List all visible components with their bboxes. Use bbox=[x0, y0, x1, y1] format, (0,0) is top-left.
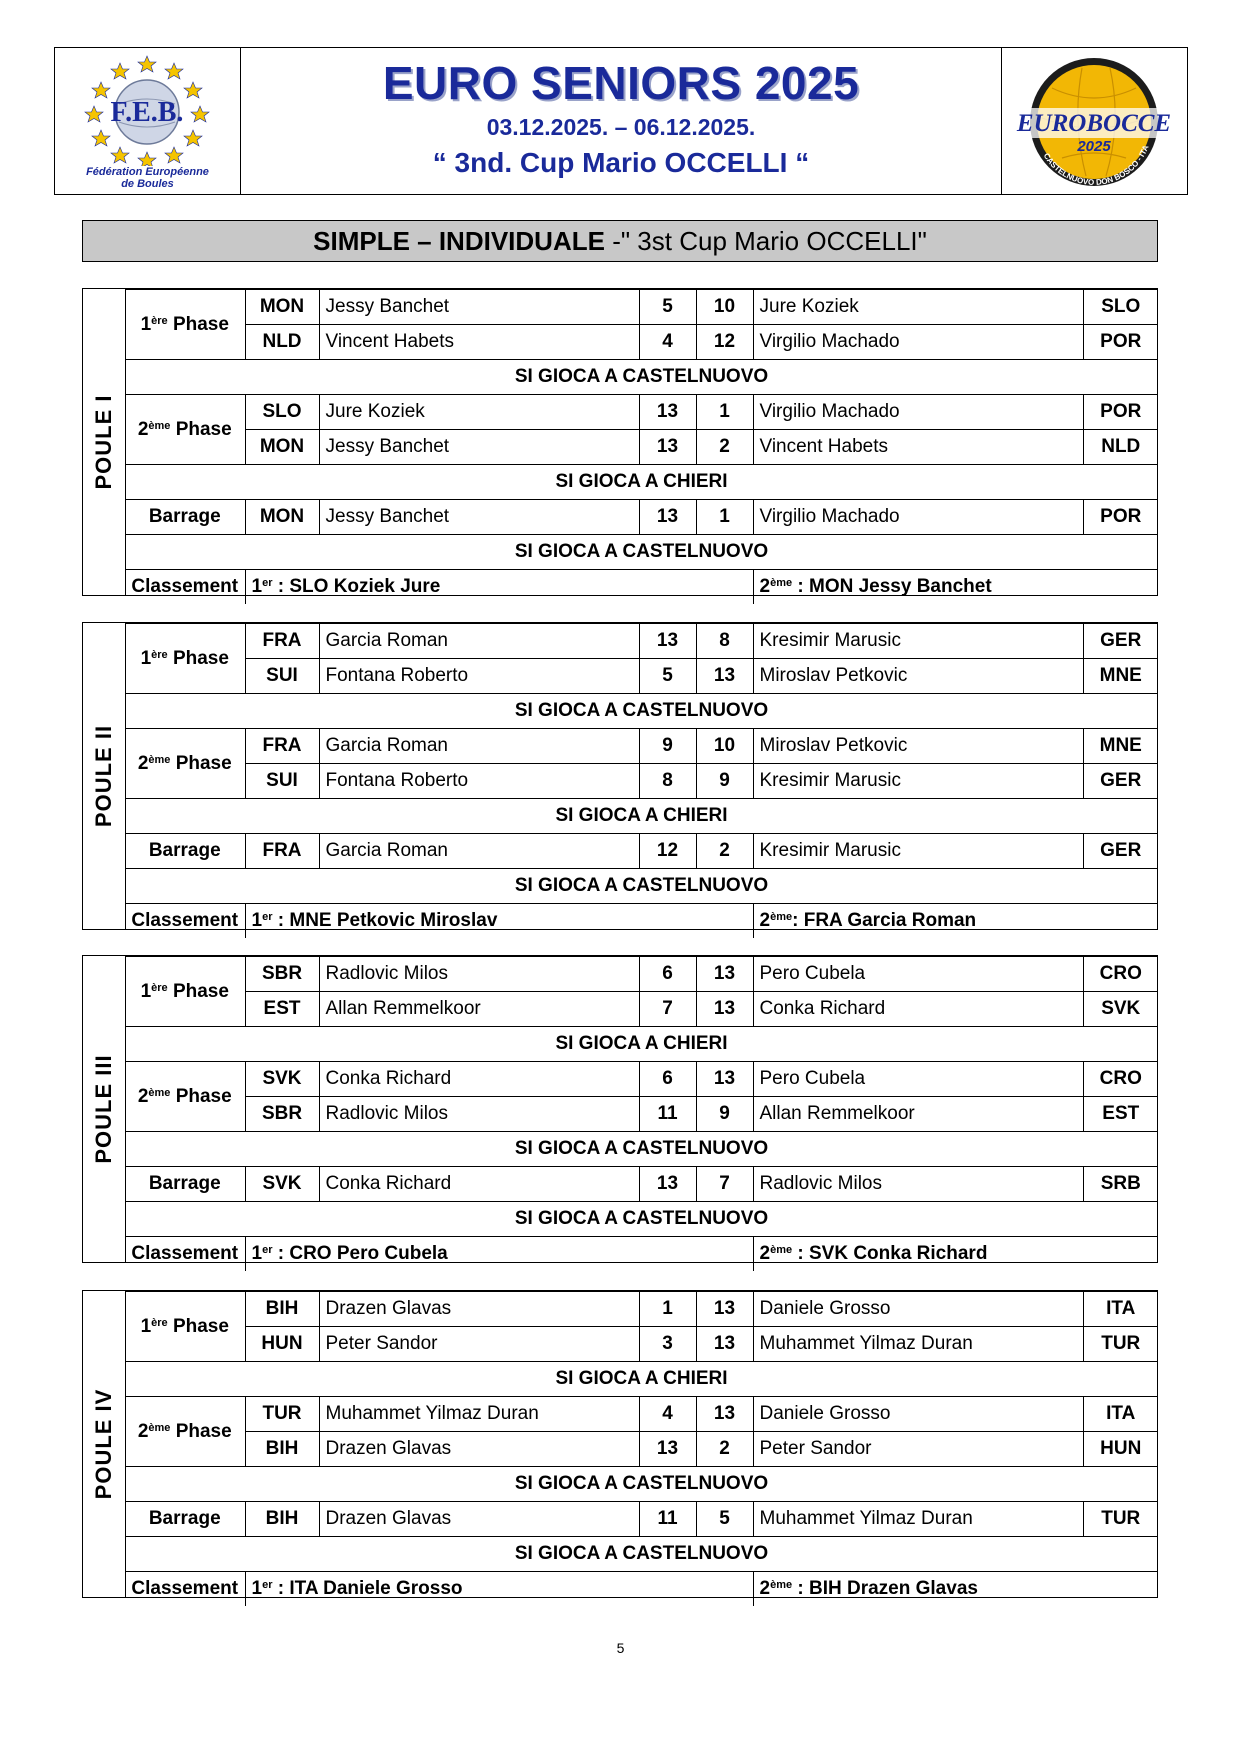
feb-star-ring-icon bbox=[55, 48, 240, 166]
classement-label: Classement bbox=[125, 1237, 245, 1272]
poule-results-table bbox=[125, 1291, 1158, 1606]
score-left: 13 bbox=[639, 395, 696, 430]
section-title-rest: -" 3st Cup Mario OCCELLI" bbox=[604, 226, 927, 256]
classement-label: Classement bbox=[125, 904, 245, 939]
country-code-left: TUR bbox=[245, 1397, 319, 1432]
score-right: 13 bbox=[696, 659, 753, 694]
country-code-left: FRA bbox=[245, 624, 319, 659]
venue-label: SI GIOCA A CASTELNUOVO bbox=[125, 1132, 1158, 1167]
venue-label: SI GIOCA A CHIERI bbox=[125, 1362, 1158, 1397]
section-title-main: SIMPLE – INDIVIDUALE bbox=[313, 226, 605, 256]
score-left: 13 bbox=[639, 430, 696, 465]
country-code-left: SLO bbox=[245, 395, 319, 430]
country-code-left: FRA bbox=[245, 834, 319, 869]
phase-label: 1ère Phase bbox=[125, 1292, 245, 1362]
score-left: 1 bbox=[639, 1292, 696, 1327]
score-left: 11 bbox=[639, 1502, 696, 1537]
player-name-right: Miroslav Petkovic bbox=[753, 659, 1083, 694]
country-code-right: SRB bbox=[1083, 1167, 1158, 1202]
player-name-right: Miroslav Petkovic bbox=[753, 729, 1083, 764]
player-name-right: Kresimir Marusic bbox=[753, 834, 1083, 869]
country-code-left: SUI bbox=[245, 764, 319, 799]
phase-label: Barrage bbox=[125, 1167, 245, 1202]
svg-text:F.E.B.: F.E.B. bbox=[110, 97, 184, 128]
score-left: 5 bbox=[639, 659, 696, 694]
classement-second: 2ème: FRA Garcia Roman bbox=[753, 904, 1158, 939]
score-right: 13 bbox=[696, 1292, 753, 1327]
poule-label-text: POULE I bbox=[91, 394, 116, 490]
player-name-left: Jessy Banchet bbox=[319, 290, 639, 325]
player-name-right: Pero Cubela bbox=[753, 1062, 1083, 1097]
classement-label: Classement bbox=[125, 1572, 245, 1607]
score-left: 11 bbox=[639, 1097, 696, 1132]
feb-caption bbox=[55, 166, 240, 190]
poule-label-text: POULE IV bbox=[91, 1388, 116, 1500]
venue-label: SI GIOCA A CASTELNUOVO bbox=[125, 1537, 1158, 1572]
poule-block bbox=[82, 1290, 1158, 1598]
event-subtitle: “ 3nd. Cup Mario OCCELLI “ bbox=[432, 147, 810, 178]
venue-label: SI GIOCA A CASTELNUOVO bbox=[125, 360, 1158, 395]
player-name-left: Fontana Roberto bbox=[319, 659, 639, 694]
event-dates: 03.12.2025. – 06.12.2025. bbox=[486, 114, 756, 140]
country-code-right: HUN bbox=[1083, 1432, 1158, 1467]
venue-row bbox=[125, 360, 1158, 395]
score-right: 1 bbox=[696, 395, 753, 430]
phase-label: 2ème Phase bbox=[125, 1062, 245, 1132]
country-code-right: MNE bbox=[1083, 729, 1158, 764]
country-code-left: BIH bbox=[245, 1432, 319, 1467]
country-code-left: SVK bbox=[245, 1062, 319, 1097]
score-right: 12 bbox=[696, 325, 753, 360]
match-row bbox=[125, 1502, 1158, 1537]
match-row bbox=[125, 624, 1158, 659]
country-code-right: SVK bbox=[1083, 992, 1158, 1027]
venue-row bbox=[125, 1537, 1158, 1572]
player-name-right: Allan Remmelkoor bbox=[753, 1097, 1083, 1132]
phase-label: Barrage bbox=[125, 500, 245, 535]
player-name-right: Kresimir Marusic bbox=[753, 624, 1083, 659]
player-name-left: Jessy Banchet bbox=[319, 430, 639, 465]
score-left: 5 bbox=[639, 290, 696, 325]
player-name-left: Jure Koziek bbox=[319, 395, 639, 430]
country-code-left: NLD bbox=[245, 325, 319, 360]
score-left: 9 bbox=[639, 729, 696, 764]
classement-label: Classement bbox=[125, 570, 245, 605]
section-title bbox=[82, 220, 1158, 262]
player-name-left: Peter Sandor bbox=[319, 1327, 639, 1362]
player-name-right: Daniele Grosso bbox=[753, 1292, 1083, 1327]
venue-row bbox=[125, 1202, 1158, 1237]
phase-label: Barrage bbox=[125, 834, 245, 869]
venue-row bbox=[125, 799, 1158, 834]
player-name-right: Conka Richard bbox=[753, 992, 1083, 1027]
country-code-right: CRO bbox=[1083, 957, 1158, 992]
poule-label bbox=[83, 623, 126, 929]
country-code-right: GER bbox=[1083, 834, 1158, 869]
match-row bbox=[125, 992, 1158, 1027]
match-row bbox=[125, 325, 1158, 360]
venue-row bbox=[125, 869, 1158, 904]
venue-label: SI GIOCA A CASTELNUOVO bbox=[125, 869, 1158, 904]
score-left: 8 bbox=[639, 764, 696, 799]
poule-results-table bbox=[125, 956, 1158, 1271]
player-name-right: Pero Cubela bbox=[753, 957, 1083, 992]
score-left: 13 bbox=[639, 1432, 696, 1467]
classement-second: 2ème : BIH Drazen Glavas bbox=[753, 1572, 1158, 1607]
phase-label: 1ère Phase bbox=[125, 290, 245, 360]
score-left: 4 bbox=[639, 325, 696, 360]
player-name-left: Radlovic Milos bbox=[319, 957, 639, 992]
score-right: 8 bbox=[696, 624, 753, 659]
country-code-left: MON bbox=[245, 430, 319, 465]
player-name-left: Drazen Glavas bbox=[319, 1292, 639, 1327]
player-name-left: Drazen Glavas bbox=[319, 1432, 639, 1467]
player-name-right: Radlovic Milos bbox=[753, 1167, 1083, 1202]
score-left: 7 bbox=[639, 992, 696, 1027]
classement-first: 1er : MNE Petkovic Miroslav bbox=[245, 904, 753, 939]
score-left: 12 bbox=[639, 834, 696, 869]
match-row bbox=[125, 957, 1158, 992]
classement-second: 2ème : MON Jessy Banchet bbox=[753, 570, 1158, 605]
phase-label: 2ème Phase bbox=[125, 395, 245, 465]
poule-block bbox=[82, 288, 1158, 596]
country-code-right: ITA bbox=[1083, 1397, 1158, 1432]
player-name-right: Peter Sandor bbox=[753, 1432, 1083, 1467]
player-name-left: Jessy Banchet bbox=[319, 500, 639, 535]
poule-label bbox=[83, 289, 126, 595]
player-name-left: Muhammet Yilmaz Duran bbox=[319, 1397, 639, 1432]
player-name-left: Allan Remmelkoor bbox=[319, 992, 639, 1027]
match-row bbox=[125, 1167, 1158, 1202]
venue-row bbox=[125, 1132, 1158, 1167]
country-code-left: SUI bbox=[245, 659, 319, 694]
match-row bbox=[125, 1432, 1158, 1467]
venue-row bbox=[125, 1467, 1158, 1502]
match-row bbox=[125, 430, 1158, 465]
country-code-right: GER bbox=[1083, 624, 1158, 659]
country-code-left: FRA bbox=[245, 729, 319, 764]
classement-first: 1er : CRO Pero Cubela bbox=[245, 1237, 753, 1272]
player-name-left: Garcia Roman bbox=[319, 729, 639, 764]
score-right: 13 bbox=[696, 1062, 753, 1097]
player-name-left: Drazen Glavas bbox=[319, 1502, 639, 1537]
page-title: EURO SENIORS 2025 bbox=[382, 57, 860, 109]
country-code-right: CRO bbox=[1083, 1062, 1158, 1097]
country-code-right: NLD bbox=[1083, 430, 1158, 465]
score-right: 1 bbox=[696, 500, 753, 535]
country-code-left: BIH bbox=[245, 1502, 319, 1537]
country-code-right: MNE bbox=[1083, 659, 1158, 694]
country-code-left: BIH bbox=[245, 1292, 319, 1327]
match-row bbox=[125, 500, 1158, 535]
country-code-right: EST bbox=[1083, 1097, 1158, 1132]
venue-label: SI GIOCA A CASTELNUOVO bbox=[125, 1202, 1158, 1237]
country-code-left: EST bbox=[245, 992, 319, 1027]
country-code-left: SBR bbox=[245, 1097, 319, 1132]
eurobocce-logo bbox=[1001, 48, 1187, 194]
match-row bbox=[125, 1062, 1158, 1097]
country-code-right: TUR bbox=[1083, 1502, 1158, 1537]
score-left: 4 bbox=[639, 1397, 696, 1432]
score-right: 10 bbox=[696, 290, 753, 325]
classement-first: 1er : SLO Koziek Jure bbox=[245, 570, 753, 605]
match-row bbox=[125, 834, 1158, 869]
poule-label-text: POULE III bbox=[91, 1054, 116, 1164]
score-left: 6 bbox=[639, 1062, 696, 1097]
score-right: 13 bbox=[696, 1327, 753, 1362]
player-name-left: Conka Richard bbox=[319, 1167, 639, 1202]
player-name-left: Garcia Roman bbox=[319, 834, 639, 869]
country-code-right: ITA bbox=[1083, 1292, 1158, 1327]
classement-row bbox=[125, 1237, 1158, 1272]
poule-results-table bbox=[125, 623, 1158, 938]
score-left: 3 bbox=[639, 1327, 696, 1362]
classement-row bbox=[125, 904, 1158, 939]
player-name-right: Muhammet Yilmaz Duran bbox=[753, 1502, 1083, 1537]
player-name-right: Muhammet Yilmaz Duran bbox=[753, 1327, 1083, 1362]
player-name-right: Daniele Grosso bbox=[753, 1397, 1083, 1432]
country-code-left: MON bbox=[245, 290, 319, 325]
feb-logo bbox=[55, 48, 241, 194]
match-row bbox=[125, 290, 1158, 325]
feb-caption-line1: Fédération Européenne bbox=[86, 166, 209, 178]
poule-results-table bbox=[125, 289, 1158, 604]
classement-second: 2ème : SVK Conka Richard bbox=[753, 1237, 1158, 1272]
score-right: 13 bbox=[696, 1397, 753, 1432]
score-right: 13 bbox=[696, 957, 753, 992]
player-name-left: Garcia Roman bbox=[319, 624, 639, 659]
match-row bbox=[125, 1327, 1158, 1362]
score-right: 9 bbox=[696, 1097, 753, 1132]
venue-row bbox=[125, 535, 1158, 570]
poule-label bbox=[83, 956, 126, 1262]
header-title-block bbox=[241, 48, 1001, 194]
player-name-right: Virgilio Machado bbox=[753, 325, 1083, 360]
score-left: 13 bbox=[639, 500, 696, 535]
score-right: 10 bbox=[696, 729, 753, 764]
player-name-left: Vincent Habets bbox=[319, 325, 639, 360]
venue-row bbox=[125, 694, 1158, 729]
score-right: 5 bbox=[696, 1502, 753, 1537]
match-row bbox=[125, 764, 1158, 799]
poule-label-text: POULE II bbox=[91, 724, 116, 828]
venue-label: SI GIOCA A CHIERI bbox=[125, 799, 1158, 834]
svg-text:EUROBOCCE: EUROBOCCE bbox=[1016, 110, 1172, 137]
player-name-left: Radlovic Milos bbox=[319, 1097, 639, 1132]
player-name-left: Conka Richard bbox=[319, 1062, 639, 1097]
venue-row bbox=[125, 465, 1158, 500]
score-left: 13 bbox=[639, 1167, 696, 1202]
country-code-right: GER bbox=[1083, 764, 1158, 799]
score-left: 13 bbox=[639, 624, 696, 659]
player-name-right: Virgilio Machado bbox=[753, 500, 1083, 535]
score-right: 2 bbox=[696, 834, 753, 869]
venue-row bbox=[125, 1362, 1158, 1397]
classement-row bbox=[125, 1572, 1158, 1607]
eurobocce-ball-icon bbox=[1002, 48, 1187, 194]
venue-label: SI GIOCA A CASTELNUOVO bbox=[125, 694, 1158, 729]
match-row bbox=[125, 395, 1158, 430]
country-code-left: SBR bbox=[245, 957, 319, 992]
score-right: 2 bbox=[696, 430, 753, 465]
phase-label: 2ème Phase bbox=[125, 729, 245, 799]
match-row bbox=[125, 729, 1158, 764]
score-left: 6 bbox=[639, 957, 696, 992]
poule-label bbox=[83, 1291, 126, 1597]
svg-text:2025: 2025 bbox=[1077, 138, 1111, 155]
venue-row bbox=[125, 1027, 1158, 1062]
classement-first: 1er : ITA Daniele Grosso bbox=[245, 1572, 753, 1607]
country-code-right: POR bbox=[1083, 395, 1158, 430]
poule-block bbox=[82, 622, 1158, 930]
match-row bbox=[125, 1397, 1158, 1432]
phase-label: 1ère Phase bbox=[125, 624, 245, 694]
score-right: 13 bbox=[696, 992, 753, 1027]
match-row bbox=[125, 1292, 1158, 1327]
country-code-right: POR bbox=[1083, 500, 1158, 535]
player-name-right: Virgilio Machado bbox=[753, 395, 1083, 430]
score-right: 2 bbox=[696, 1432, 753, 1467]
page-number: 5 bbox=[616, 1640, 625, 1656]
country-code-right: SLO bbox=[1083, 290, 1158, 325]
phase-label: 2ème Phase bbox=[125, 1397, 245, 1467]
poule-block bbox=[82, 955, 1158, 1263]
venue-label: SI GIOCA A CHIERI bbox=[125, 465, 1158, 500]
player-name-right: Jure Koziek bbox=[753, 290, 1083, 325]
country-code-right: POR bbox=[1083, 325, 1158, 360]
country-code-left: SVK bbox=[245, 1167, 319, 1202]
match-row bbox=[125, 1097, 1158, 1132]
player-name-right: Kresimir Marusic bbox=[753, 764, 1083, 799]
venue-label: SI GIOCA A CASTELNUOVO bbox=[125, 1467, 1158, 1502]
country-code-left: MON bbox=[245, 500, 319, 535]
player-name-right: Vincent Habets bbox=[753, 430, 1083, 465]
score-right: 9 bbox=[696, 764, 753, 799]
country-code-right: TUR bbox=[1083, 1327, 1158, 1362]
document-header bbox=[54, 47, 1188, 195]
phase-label: Barrage bbox=[125, 1502, 245, 1537]
phase-label: 1ère Phase bbox=[125, 957, 245, 1027]
svg-text:CASTELNUOVO DON BOSCO - ITALY: CASTELNUOVO DON BOSCO - ITA bbox=[1041, 143, 1151, 187]
score-right: 7 bbox=[696, 1167, 753, 1202]
classement-row bbox=[125, 570, 1158, 605]
country-code-left: HUN bbox=[245, 1327, 319, 1362]
match-row bbox=[125, 659, 1158, 694]
player-name-left: Fontana Roberto bbox=[319, 764, 639, 799]
venue-label: SI GIOCA A CASTELNUOVO bbox=[125, 535, 1158, 570]
feb-caption-line2: de Boules bbox=[121, 178, 174, 190]
venue-label: SI GIOCA A CHIERI bbox=[125, 1027, 1158, 1062]
